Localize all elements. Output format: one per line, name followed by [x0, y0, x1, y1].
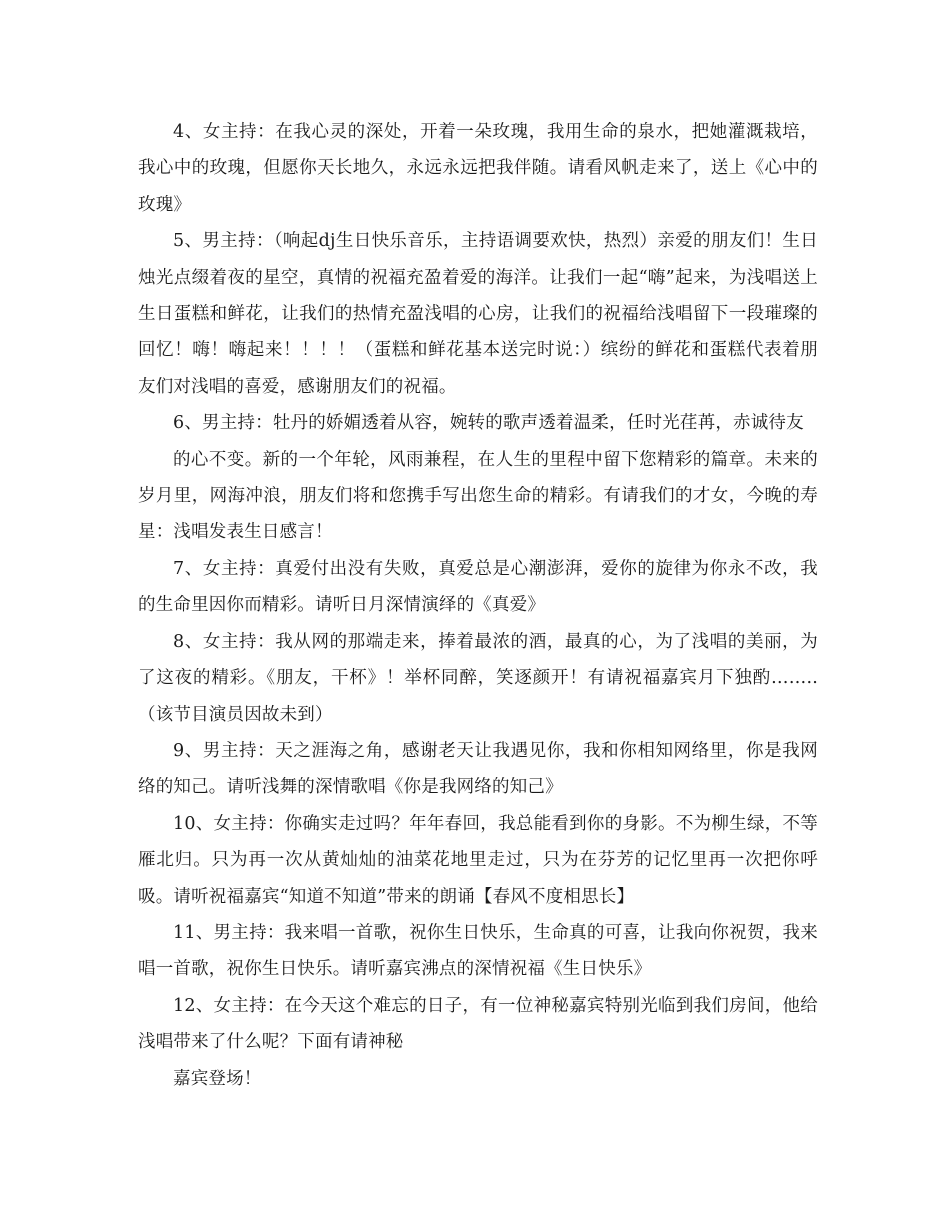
paragraph-12-continued: 嘉宾登场！ — [173, 1068, 262, 1089]
paragraph-5-male-host: 5、男主持：（响起dj生日快乐音乐，主持语调要欢快，热烈）亲爱的朋友们！生日烛光点缀着夜的星空，真情的祝福充盈着爱的海洋。让我们一起“嗨”起来，为浅唱送上生日蛋糕和鲜花，让我们的热情充盈浅唱的心房，让我们的祝福给浅唱留下一段璀璨的回忆！嗨！嗨起来！！！！（蛋糕和鲜花基本送完时说：）缤纷的鲜花和蛋糕代表着朋友们对浅唱的喜爱，感谢朋友们的祝福。 — [138, 231, 818, 397]
document-body — [138, 114, 818, 1097]
paragraph-9-male-host: 9、男主持：天之涯海之角，感谢老天让我遇见你，我和你相知网络里，你是我网络的知己。请听浅舞的深情歌唱《你是我网络的知己》 — [138, 740, 818, 798]
paragraph-6-continued: 的心不变。新的一个年轮，风雨兼程，在人生的里程中留下您精彩的篇章。未来的岁月里，网海冲浪，朋友们将和您携手写出您生命的精彩。有请我们的才女，今晚的寿星：浅唱发表生日感言！ — [138, 449, 818, 543]
paragraph-11-male-host: 11、男主持：我来唱一首歌，祝你生日快乐，生命真的可喜，让我向你祝贺，我来唱一首歌，祝你生日快乐。请听嘉宾沸点的深情祝福《生日快乐》 — [138, 922, 818, 980]
paragraph-7-female-host: 7、女主持：真爱付出没有失败，真爱总是心潮澎湃，爱你的旋律为你永不改，我的生命里因你而精彩。请听日月深情演绎的《真爱》 — [138, 558, 818, 616]
paragraph-4-female-host: 4、女主持：在我心灵的深处，开着一朵玫瑰，我用生命的泉水，把她灌溉栽培，我心中的玫瑰，但愿你天长地久，永远永远把我伴随。请看风帆走来了，送上《心中的玫瑰》 — [138, 122, 818, 215]
paragraph-10-female-host: 10、女主持：你确实走过吗？年年春回，我总能看到你的身影。不为柳生绿，不等雁北归。只为再一次从黄灿灿的油菜花地里走过，只为在芬芳的记忆里再一次把你呼吸。请听祝福嘉宾“知道不知道”带来的朗诵【春风不度相思长】 — [138, 813, 818, 907]
paragraph-12-female-host: 12、女主持：在今天这个难忘的日子，有一位神秘嘉宾特别光临到我们房间，他给浅唱带来了什么呢？下面有请神秘 — [138, 995, 818, 1053]
paragraph-6-male-host: 6、男主持：牡丹的娇媚透着从容，婉转的歌声透着温柔，任时光荏苒，赤诚待友 — [173, 413, 804, 434]
paragraph-8-female-host: 8、女主持：我从网的那端走来，捧着最浓的酒，最真的心，为了浅唱的美丽，为了这夜的精彩。《朋友，干杯》！举杯同醉，笑逐颜开！有请祝福嘉宾月下独酌……..（该节目演员因故未到） — [138, 631, 818, 725]
